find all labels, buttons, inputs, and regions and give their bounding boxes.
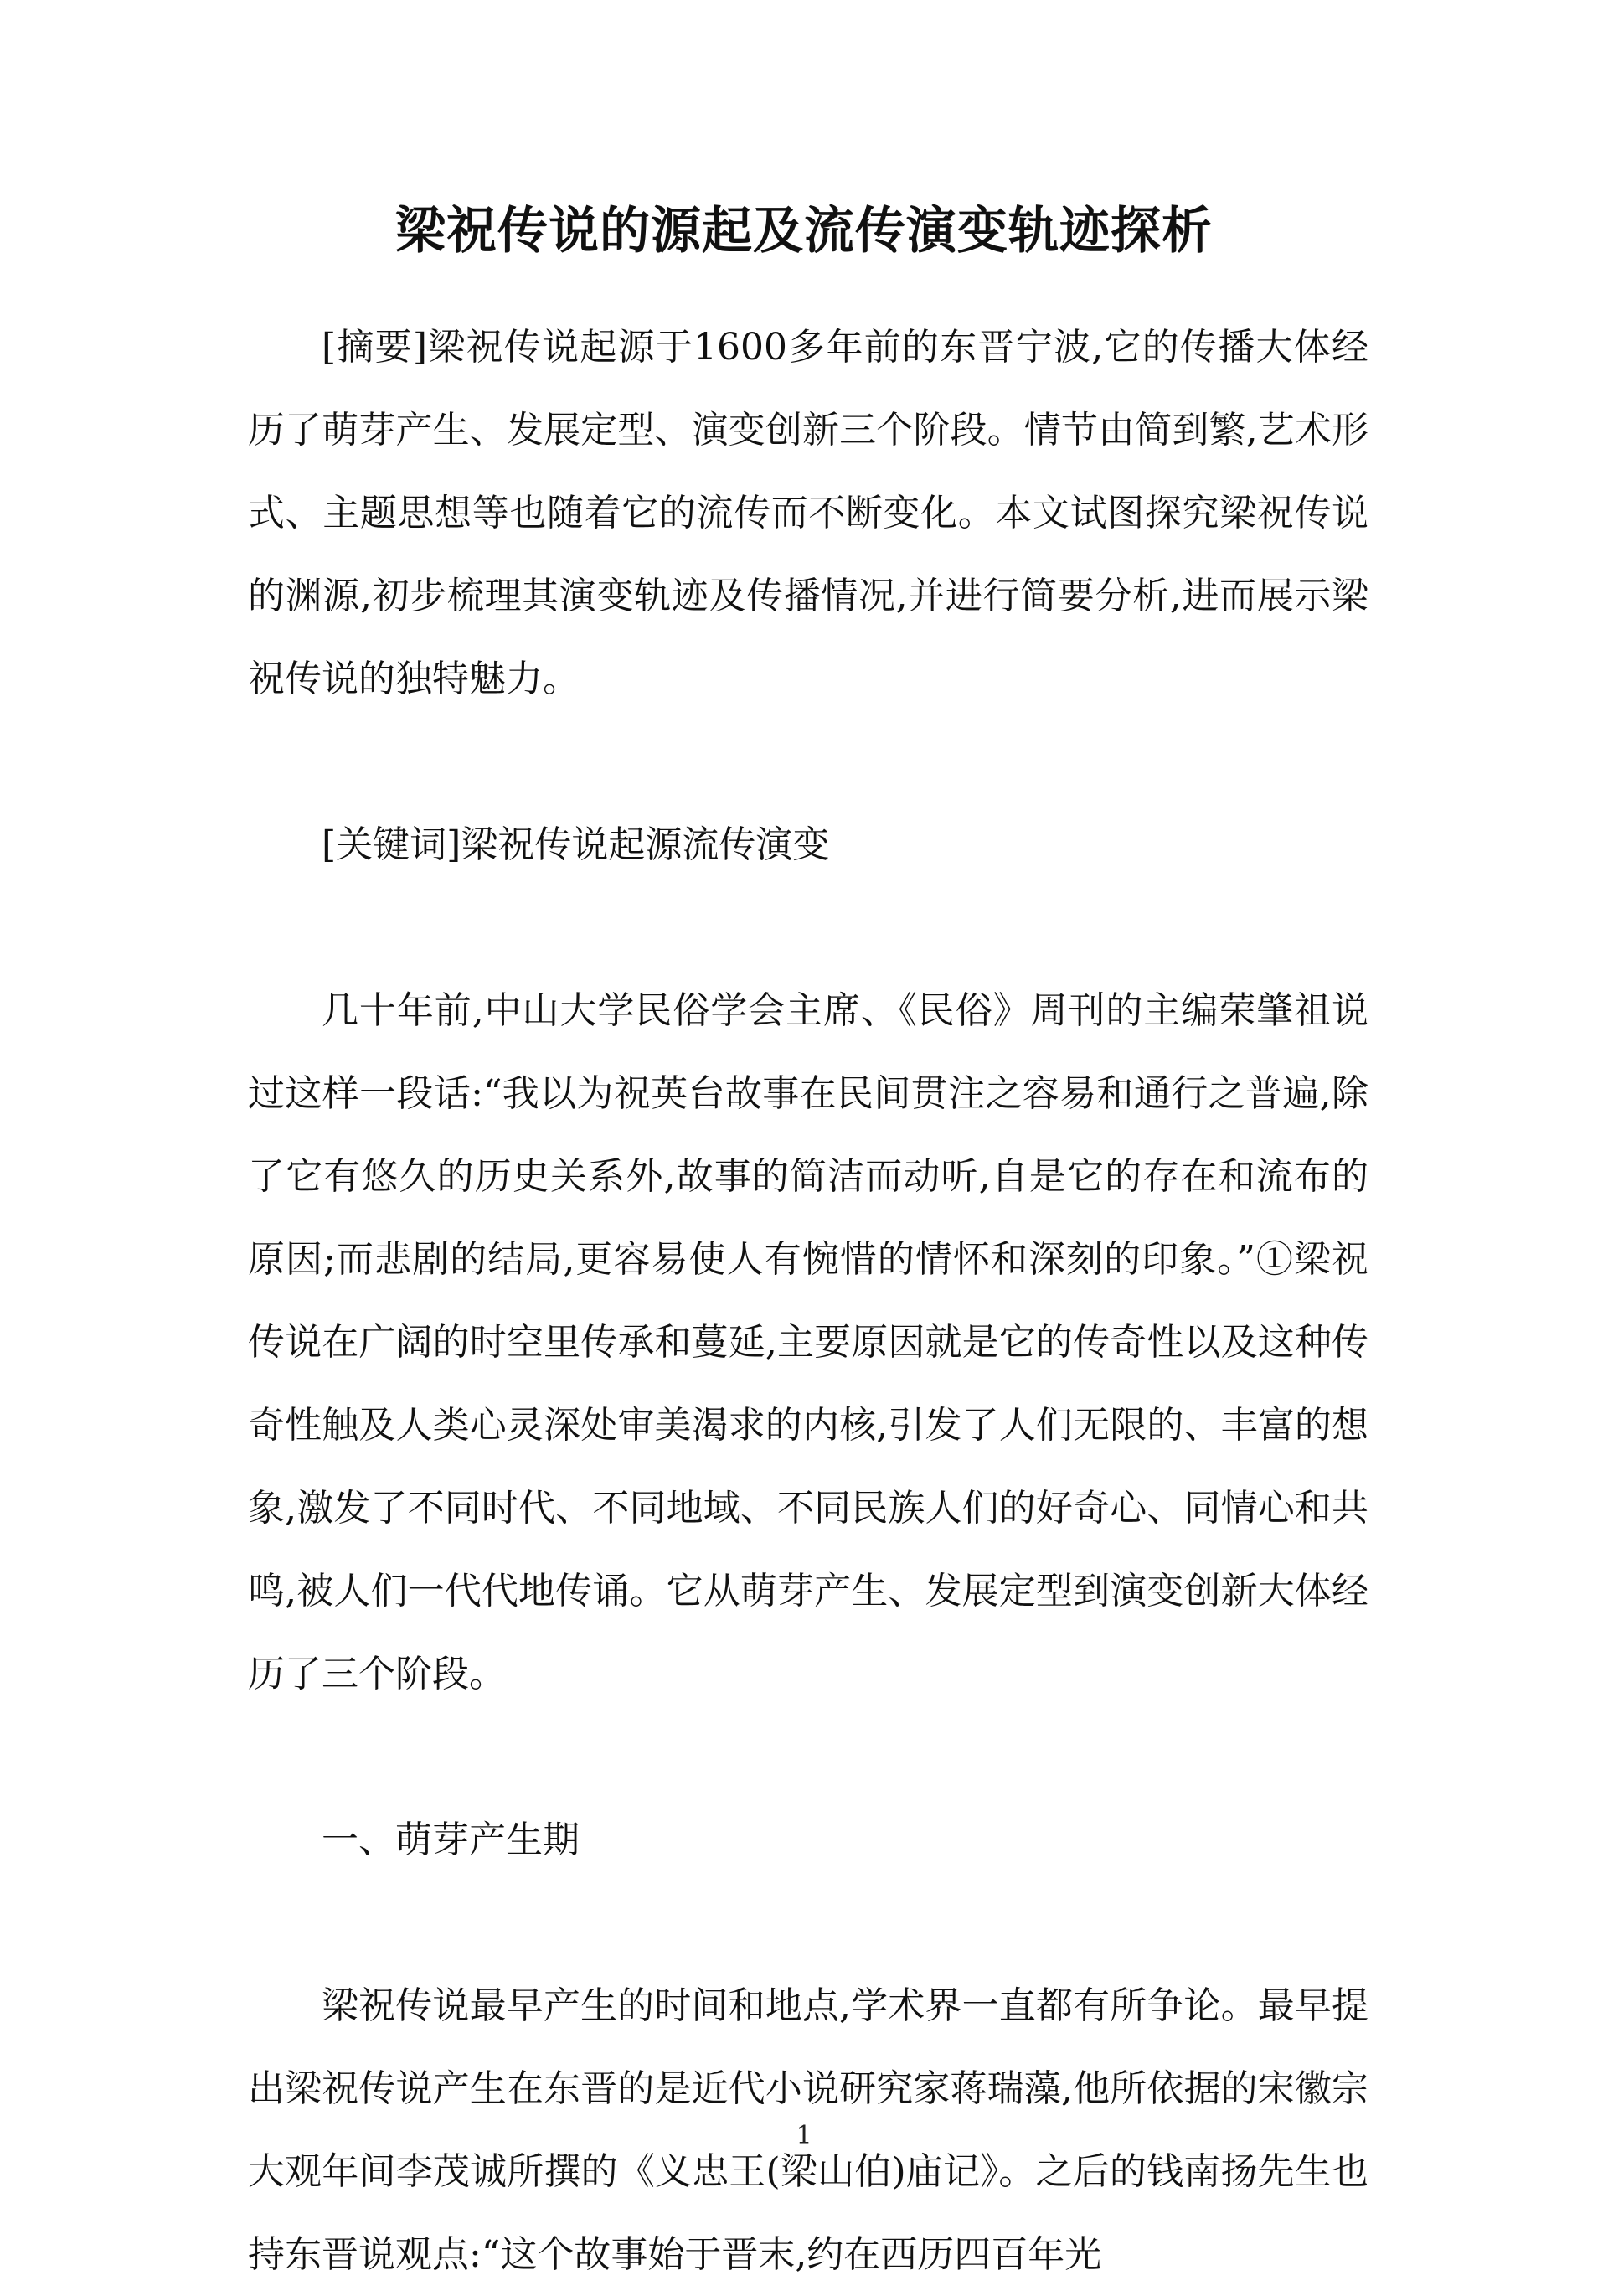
keywords-paragraph: [关键词]梁祝传说起源流传演变 [322,823,830,866]
abstract-paragraph: [摘要]梁祝传说起源于1600多年前的东晋宁波,它的传播大体经历了萌芽产生、发展定型、演变创新三个阶段。情节由简到繁,艺术形式、主题思想等也随着它的流传而不断变化。本文试图探究梁祝传说的渊源,初步梳理其演变轨迹及传播情况,并进行简要分析,进而展示梁祝传说的独特魅力。 [248,326,1368,700]
intro-paragraph: 几十年前,中山大学民俗学会主席、《民俗》周刊的主编荣肇祖说过这样一段话:“我以为祝英台故事在民间贯注之容易和通行之普遍,除了它有悠久的历史关系外,故事的简洁而动听,自是它的存在和流布的原因;而悲剧的结局,更容易使人有惋惜的情怀和深刻的印象。”①梁祝传说在广阔的时空里传承和蔓延,主要原因就是它的传奇性以及这种传奇性触及人类心灵深处审美渴求的内核,引发了人们无限的、丰富的想象,激发了不同时代、不同地域、不同民族人们的好奇心、同情心和共鸣,被人们一代代地传诵。它从萌芽产生、发展定型到演变创新大体经历了三个阶段。 [248,989,1368,1695]
document-body [248,306,1368,2296]
page-number: 1 [796,2121,812,2150]
paragraph-gap [248,1716,1368,1798]
page-title: 梁祝传说的源起及流传演变轨迹探析 [395,202,1213,261]
paragraph-gap [248,1881,1368,1964]
paragraph-gap [248,886,1368,969]
paragraph-gap [248,720,1368,803]
section-heading: 一、萌芽产生期 [322,1819,580,1861]
section-paragraph: 梁祝传说最早产生的时间和地点,学术界一直都有所争论。最早提出梁祝传说产生在东晋的是近代小说研究家蒋瑞藻,他所依据的宋徽宗大观年间李茂诚所撰的《义忠王(梁山伯)庙记》。之后的钱南扬先生也持东晋说观点:“这个故事始于晋末,约在西历四百年光 [248,1984,1368,2276]
